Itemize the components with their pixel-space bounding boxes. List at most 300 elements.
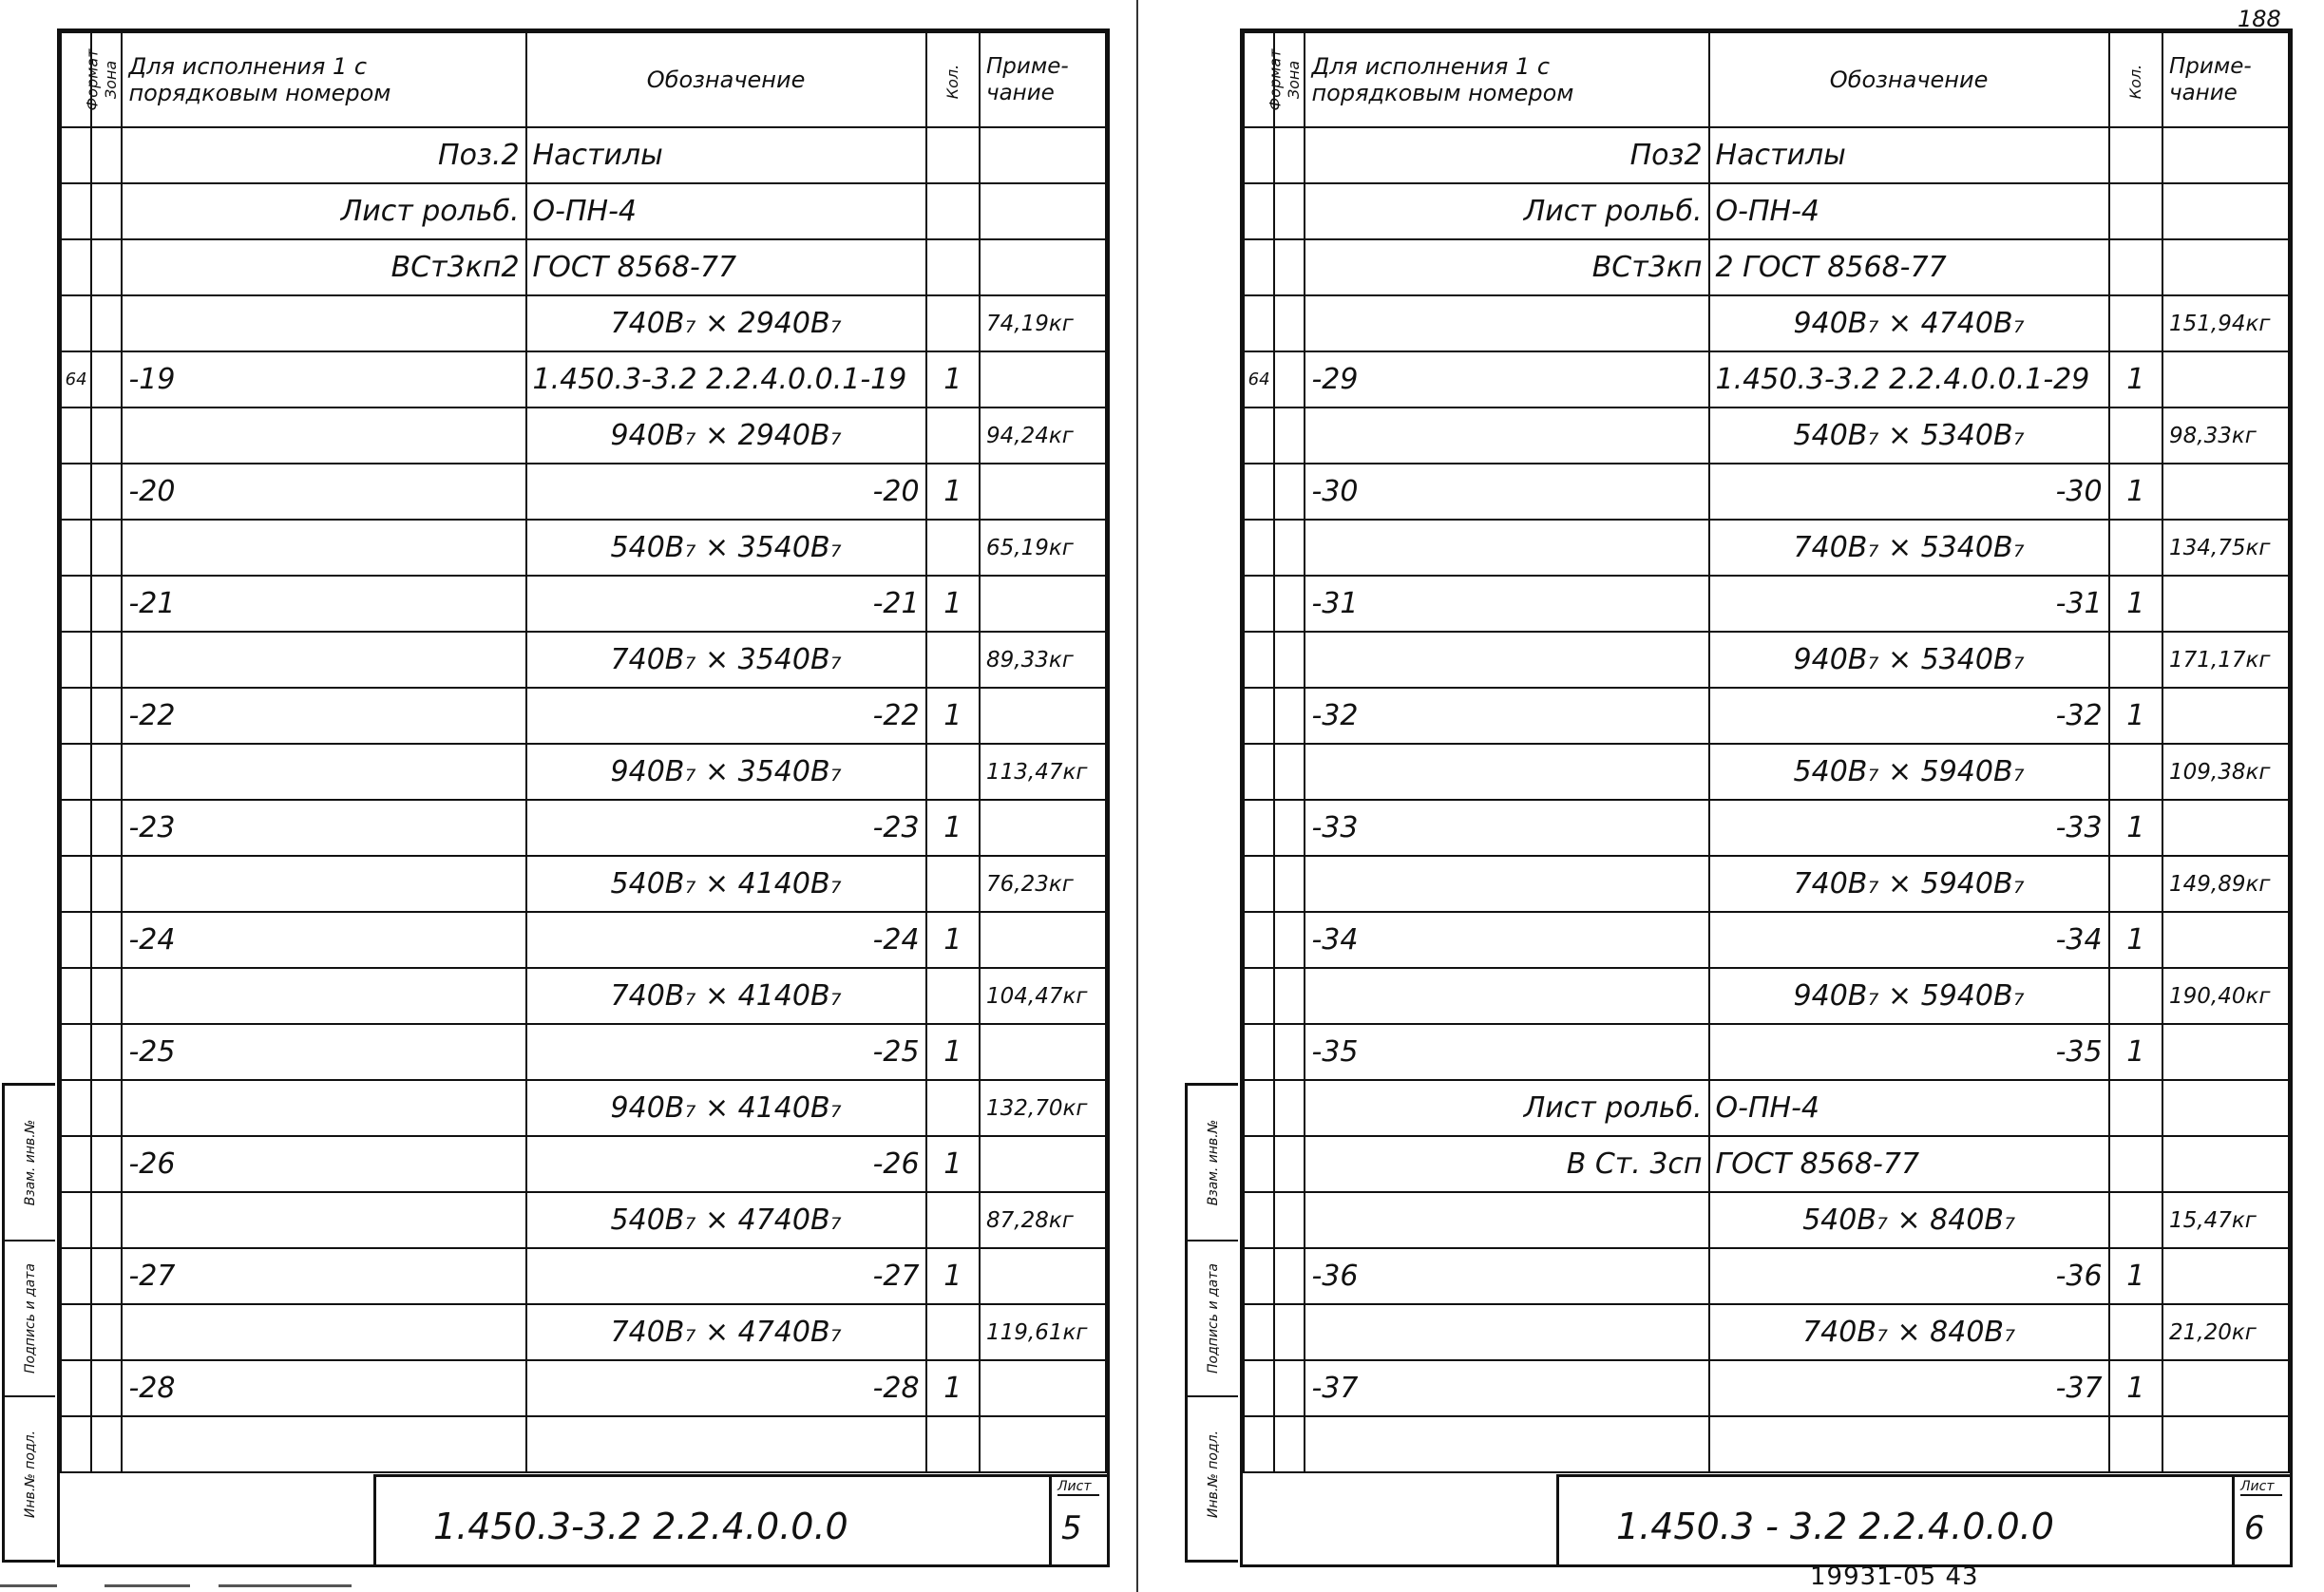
zone-cell xyxy=(1274,1192,1305,1248)
note-cell: 113,47кг xyxy=(980,744,1106,800)
qty-cell: 1 xyxy=(2109,576,2162,632)
format-cell xyxy=(1244,912,1274,968)
designation-cell: О-ПН-4 xyxy=(1709,1080,2109,1136)
qty-cell xyxy=(926,183,980,239)
zone-cell xyxy=(91,295,122,351)
exec-cell xyxy=(122,1192,525,1248)
qty-cell: 1 xyxy=(2109,1360,2162,1416)
sheet-label: Лист xyxy=(1057,1479,1099,1496)
note-cell: 132,70кг xyxy=(980,1080,1106,1136)
table-row xyxy=(1244,520,2289,576)
table-row xyxy=(61,688,1106,744)
designation-cell: -32 xyxy=(1709,688,2109,744)
note-cell xyxy=(980,1416,1106,1472)
note-cell xyxy=(980,1024,1106,1080)
table-row xyxy=(61,351,1106,407)
designation-cell: -36 xyxy=(1709,1248,2109,1304)
zone-cell xyxy=(91,1024,122,1080)
title-block-right xyxy=(1556,1474,2290,1564)
designation-cell: -33 xyxy=(1709,800,2109,856)
format-cell xyxy=(61,1192,91,1248)
designation-cell: -25 xyxy=(526,1024,926,1080)
format-cell xyxy=(61,576,91,632)
format-cell xyxy=(1244,688,1274,744)
designation-cell: 1.450.3-3.2 2.2.4.0.0.1-19 xyxy=(526,351,926,407)
format-cell xyxy=(1244,520,1274,576)
table-row xyxy=(1244,856,2289,912)
qty-cell xyxy=(2109,856,2162,912)
qty-cell xyxy=(2109,632,2162,688)
table-row xyxy=(1244,1360,2289,1416)
qty-cell xyxy=(2109,127,2162,183)
exec-cell: -32 xyxy=(1305,688,1708,744)
format-cell: 64 xyxy=(61,351,91,407)
exec-cell: -36 xyxy=(1305,1248,1708,1304)
table-row xyxy=(61,912,1106,968)
zone-cell xyxy=(1274,295,1305,351)
format-cell xyxy=(1244,1024,1274,1080)
qty-cell xyxy=(926,239,980,295)
scan-edge-mark xyxy=(105,1584,190,1587)
table-row xyxy=(1244,688,2289,744)
format-cell xyxy=(1244,239,1274,295)
designation-cell: 540В₇ × 5940В₇ xyxy=(1709,744,2109,800)
sidebar-label: Инв.№ подл. xyxy=(1205,1430,1221,1519)
table-row xyxy=(61,1192,1106,1248)
format-cell xyxy=(61,688,91,744)
table-row xyxy=(61,1360,1106,1416)
qty-cell xyxy=(2109,239,2162,295)
format-cell xyxy=(1244,1360,1274,1416)
qty-cell: 1 xyxy=(926,688,980,744)
exec-cell xyxy=(1305,1416,1708,1472)
qty-cell: 1 xyxy=(2109,464,2162,520)
qty-cell xyxy=(2109,1136,2162,1192)
zone-cell xyxy=(91,127,122,183)
designation-cell: 740В₇ × 5340В₇ xyxy=(1709,520,2109,576)
table-row xyxy=(61,239,1106,295)
format-cell xyxy=(61,1024,91,1080)
qty-cell xyxy=(926,632,980,688)
table-row xyxy=(1244,464,2289,520)
qty-cell xyxy=(2109,520,2162,576)
designation-cell: Настилы xyxy=(526,127,926,183)
note-cell: 109,38кг xyxy=(2162,744,2289,800)
spec-table-left xyxy=(60,31,1107,1473)
table-row xyxy=(1244,1024,2289,1080)
table-row xyxy=(1244,1248,2289,1304)
qty-cell: 1 xyxy=(926,1248,980,1304)
exec-cell xyxy=(1305,744,1708,800)
exec-cell: -24 xyxy=(122,912,525,968)
exec-cell xyxy=(122,856,525,912)
zone-cell xyxy=(1274,856,1305,912)
designation-cell: -20 xyxy=(526,464,926,520)
header-qty: Кол. xyxy=(2125,64,2144,99)
header-designation: Обозначение xyxy=(526,32,926,127)
note-cell: 104,47кг xyxy=(980,968,1106,1024)
table-row xyxy=(1244,183,2289,239)
designation-cell: 540В₇ × 3540В₇ xyxy=(526,520,926,576)
zone-cell xyxy=(91,800,122,856)
format-cell xyxy=(1244,183,1274,239)
exec-cell xyxy=(122,1304,525,1360)
note-cell xyxy=(980,1248,1106,1304)
note-cell xyxy=(2162,1416,2289,1472)
zone-cell xyxy=(1274,520,1305,576)
exec-cell xyxy=(122,968,525,1024)
note-cell: 134,75кг xyxy=(2162,520,2289,576)
zone-cell xyxy=(1274,968,1305,1024)
designation-cell: 540В₇ × 4740В₇ xyxy=(526,1192,926,1248)
table-row xyxy=(1244,800,2289,856)
format-cell xyxy=(61,632,91,688)
qty-cell: 1 xyxy=(926,351,980,407)
zone-cell xyxy=(1274,1416,1305,1472)
table-row xyxy=(61,1248,1106,1304)
qty-cell xyxy=(926,744,980,800)
format-cell xyxy=(1244,1304,1274,1360)
exec-cell xyxy=(1305,1304,1708,1360)
designation-cell: 940В₇ × 5340В₇ xyxy=(1709,632,2109,688)
format-cell xyxy=(61,968,91,1024)
designation-cell: 740В₇ × 5940В₇ xyxy=(1709,856,2109,912)
page-fold-line xyxy=(1136,0,1138,1592)
zone-cell xyxy=(1274,464,1305,520)
zone-cell xyxy=(91,407,122,464)
sheet-number-box xyxy=(2232,1477,2290,1564)
qty-cell xyxy=(2109,407,2162,464)
sidebar-label: Подпись и дата xyxy=(22,1263,38,1374)
sheet-number: 6 xyxy=(2244,1509,2265,1547)
note-cell xyxy=(2162,576,2289,632)
format-cell xyxy=(1244,464,1274,520)
exec-cell xyxy=(122,744,525,800)
sidebar-label: Взам. инв.№ xyxy=(1205,1119,1221,1206)
table-row xyxy=(1244,968,2289,1024)
designation-cell: -30 xyxy=(1709,464,2109,520)
exec-cell: -29 xyxy=(1305,351,1708,407)
zone-cell xyxy=(1274,407,1305,464)
table-row xyxy=(1244,744,2289,800)
exec-cell: Лист рольб. xyxy=(1305,183,1708,239)
format-cell xyxy=(61,1080,91,1136)
designation-cell: -24 xyxy=(526,912,926,968)
note-cell: 94,24кг xyxy=(980,407,1106,464)
format-cell xyxy=(1244,1080,1274,1136)
zone-cell xyxy=(91,912,122,968)
note-cell xyxy=(980,127,1106,183)
designation-cell: 740В₇ × 2940В₇ xyxy=(526,295,926,351)
format-cell xyxy=(61,800,91,856)
header-note: Приме- чание xyxy=(2162,32,2289,127)
zone-cell xyxy=(1274,688,1305,744)
header-note: Приме- чание xyxy=(980,32,1106,127)
designation-cell: -37 xyxy=(1709,1360,2109,1416)
note-cell xyxy=(2162,1080,2289,1136)
format-cell xyxy=(1244,1248,1274,1304)
note-cell xyxy=(980,239,1106,295)
note-cell xyxy=(980,1136,1106,1192)
exec-cell xyxy=(1305,632,1708,688)
designation-cell xyxy=(1709,1416,2109,1472)
table-row xyxy=(1244,127,2289,183)
designation-cell: 940В₇ × 2940В₇ xyxy=(526,407,926,464)
note-cell xyxy=(2162,351,2289,407)
format-cell xyxy=(61,856,91,912)
zone-cell xyxy=(91,856,122,912)
qty-cell xyxy=(926,1080,980,1136)
format-cell xyxy=(61,744,91,800)
note-cell: 15,47кг xyxy=(2162,1192,2289,1248)
designation-cell: -23 xyxy=(526,800,926,856)
qty-cell xyxy=(926,1192,980,1248)
qty-cell xyxy=(2109,295,2162,351)
designation-cell xyxy=(526,1416,926,1472)
note-cell xyxy=(2162,239,2289,295)
exec-cell: -25 xyxy=(122,1024,525,1080)
designation-cell: 940В₇ × 4140В₇ xyxy=(526,1080,926,1136)
page-corner-number: 188 xyxy=(2238,6,2281,32)
qty-cell: 1 xyxy=(2109,1024,2162,1080)
note-cell: 21,20кг xyxy=(2162,1304,2289,1360)
exec-cell: Поз2 xyxy=(1305,127,1708,183)
designation-cell: -22 xyxy=(526,688,926,744)
qty-cell: 1 xyxy=(926,912,980,968)
designation-cell: -35 xyxy=(1709,1024,2109,1080)
header-zone: Зона xyxy=(102,60,121,100)
format-cell xyxy=(1244,800,1274,856)
sheet-label: Лист xyxy=(2240,1479,2282,1496)
exec-cell: -26 xyxy=(122,1136,525,1192)
zone-cell xyxy=(1274,800,1305,856)
note-cell xyxy=(2162,183,2289,239)
qty-cell xyxy=(926,295,980,351)
header-format: Формат xyxy=(1266,48,1285,111)
qty-cell xyxy=(926,407,980,464)
zone-cell xyxy=(1274,744,1305,800)
exec-cell: -31 xyxy=(1305,576,1708,632)
designation-cell: -28 xyxy=(526,1360,926,1416)
exec-cell: В Ст. 3сп xyxy=(1305,1136,1708,1192)
zone-cell xyxy=(1274,1024,1305,1080)
exec-cell xyxy=(1305,856,1708,912)
table-row xyxy=(61,1304,1106,1360)
header-zone: Зона xyxy=(1285,60,1304,100)
table-row xyxy=(61,632,1106,688)
designation-cell: 940В₇ × 4740В₇ xyxy=(1709,295,2109,351)
zone-cell xyxy=(1274,127,1305,183)
qty-cell xyxy=(2109,1080,2162,1136)
table-row xyxy=(61,576,1106,632)
table-row xyxy=(61,520,1106,576)
sheet-number-box xyxy=(1049,1477,1107,1564)
note-cell xyxy=(980,464,1106,520)
format-cell xyxy=(1244,407,1274,464)
format-cell xyxy=(1244,632,1274,688)
zone-cell xyxy=(1274,912,1305,968)
zone-cell xyxy=(1274,1248,1305,1304)
designation-cell: 1.450.3-3.2 2.2.4.0.0.1-29 xyxy=(1709,351,2109,407)
archive-number: 19931-05 43 xyxy=(1810,1563,1979,1591)
note-cell xyxy=(980,1360,1106,1416)
zone-cell xyxy=(1274,351,1305,407)
zone-cell xyxy=(91,1192,122,1248)
exec-cell xyxy=(1305,968,1708,1024)
table-row xyxy=(61,1080,1106,1136)
zone-cell xyxy=(91,1304,122,1360)
note-cell xyxy=(980,912,1106,968)
note-cell xyxy=(2162,1136,2289,1192)
note-cell xyxy=(2162,912,2289,968)
qty-cell: 1 xyxy=(926,1360,980,1416)
format-cell xyxy=(1244,295,1274,351)
designation-cell: 740В₇ × 840В₇ xyxy=(1709,1304,2109,1360)
table-header xyxy=(61,32,1106,127)
sidebar-label: Подпись и дата xyxy=(1205,1263,1221,1374)
zone-cell xyxy=(91,183,122,239)
qty-cell xyxy=(926,968,980,1024)
table-row xyxy=(1244,407,2289,464)
title-block-left xyxy=(373,1474,1107,1564)
table-row xyxy=(61,127,1106,183)
format-cell xyxy=(61,127,91,183)
exec-cell: Лист рольб. xyxy=(1305,1080,1708,1136)
qty-cell: 1 xyxy=(2109,688,2162,744)
table-row xyxy=(61,856,1106,912)
table-row xyxy=(1244,632,2289,688)
zone-cell xyxy=(91,576,122,632)
exec-cell: -28 xyxy=(122,1360,525,1416)
qty-cell: 1 xyxy=(2109,1248,2162,1304)
format-cell xyxy=(1244,1192,1274,1248)
note-cell xyxy=(2162,1248,2289,1304)
designation-cell: О-ПН-4 xyxy=(526,183,926,239)
table-row xyxy=(61,968,1106,1024)
note-cell: 98,33кг xyxy=(2162,407,2289,464)
table-row xyxy=(1244,1136,2289,1192)
note-cell xyxy=(980,688,1106,744)
note-cell xyxy=(980,800,1106,856)
designation-cell: Настилы xyxy=(1709,127,2109,183)
doc-code: 1.450.3-3.2 2.2.4.0.0.0 xyxy=(433,1506,848,1547)
designation-cell: 540В₇ × 5340В₇ xyxy=(1709,407,2109,464)
designation-cell: -31 xyxy=(1709,576,2109,632)
qty-cell: 1 xyxy=(926,576,980,632)
designation-cell: 540В₇ × 4140В₇ xyxy=(526,856,926,912)
table-row xyxy=(1244,239,2289,295)
zone-cell xyxy=(1274,183,1305,239)
qty-cell xyxy=(2109,744,2162,800)
sheet-number: 5 xyxy=(1061,1509,1082,1547)
table-row xyxy=(1244,1192,2289,1248)
table-row xyxy=(61,800,1106,856)
table-row xyxy=(1244,912,2289,968)
table-row xyxy=(61,744,1106,800)
qty-cell xyxy=(2109,1192,2162,1248)
format-cell xyxy=(1244,968,1274,1024)
spec-table-right xyxy=(1243,31,2290,1473)
table-header xyxy=(1244,32,2289,127)
designation-cell: -21 xyxy=(526,576,926,632)
exec-cell: -22 xyxy=(122,688,525,744)
table-row xyxy=(61,1136,1106,1192)
header-designation: Обозначение xyxy=(1709,32,2109,127)
zone-cell xyxy=(1274,1360,1305,1416)
qty-cell: 1 xyxy=(2109,351,2162,407)
format-cell xyxy=(61,183,91,239)
header-for-exec: Для исполнения 1 с порядковым номером xyxy=(1305,32,1708,127)
zone-cell xyxy=(91,688,122,744)
exec-cell: -35 xyxy=(1305,1024,1708,1080)
table-row xyxy=(61,183,1106,239)
format-cell xyxy=(61,1248,91,1304)
designation-cell: 940В₇ × 3540В₇ xyxy=(526,744,926,800)
header-for-exec: Для исполнения 1 с порядковым номером xyxy=(122,32,525,127)
zone-cell xyxy=(1274,632,1305,688)
zone-cell xyxy=(1274,576,1305,632)
exec-cell: -27 xyxy=(122,1248,525,1304)
exec-cell xyxy=(1305,407,1708,464)
note-cell: 74,19кг xyxy=(980,295,1106,351)
note-cell xyxy=(2162,1360,2289,1416)
scan-edge-mark xyxy=(0,1584,57,1587)
exec-cell xyxy=(122,407,525,464)
zone-cell xyxy=(1274,239,1305,295)
note-cell: 65,19кг xyxy=(980,520,1106,576)
table-row xyxy=(1244,351,2289,407)
designation-cell: ГОСТ 8568-77 xyxy=(526,239,926,295)
qty-cell: 1 xyxy=(926,800,980,856)
approval-sidebar xyxy=(1185,1083,1238,1563)
designation-cell: 540В₇ × 840В₇ xyxy=(1709,1192,2109,1248)
designation-cell: -26 xyxy=(526,1136,926,1192)
qty-cell xyxy=(926,1416,980,1472)
qty-cell: 1 xyxy=(926,1136,980,1192)
format-cell xyxy=(1244,744,1274,800)
exec-cell xyxy=(122,295,525,351)
designation-cell: -27 xyxy=(526,1248,926,1304)
zone-cell xyxy=(91,1080,122,1136)
designation-cell: 740В₇ × 4140В₇ xyxy=(526,968,926,1024)
exec-cell: -23 xyxy=(122,800,525,856)
zone-cell xyxy=(1274,1304,1305,1360)
sidebar-label: Взам. инв.№ xyxy=(22,1119,38,1206)
zone-cell xyxy=(1274,1136,1305,1192)
zone-cell xyxy=(91,464,122,520)
note-cell xyxy=(2162,464,2289,520)
exec-cell: ВСт3кп2 xyxy=(122,239,525,295)
format-cell xyxy=(61,520,91,576)
exec-cell: Лист рольб. xyxy=(122,183,525,239)
exec-cell xyxy=(122,632,525,688)
header-qty: Кол. xyxy=(943,64,962,99)
note-cell xyxy=(2162,1024,2289,1080)
table-row xyxy=(1244,295,2289,351)
qty-cell: 1 xyxy=(926,1024,980,1080)
note-cell: 76,23кг xyxy=(980,856,1106,912)
exec-cell: Поз.2 xyxy=(122,127,525,183)
exec-cell xyxy=(1305,520,1708,576)
qty-cell: 1 xyxy=(2109,912,2162,968)
designation-cell: 940В₇ × 5940В₇ xyxy=(1709,968,2109,1024)
format-cell xyxy=(61,295,91,351)
table-row xyxy=(1244,1416,2289,1472)
zone-cell xyxy=(91,239,122,295)
exec-cell xyxy=(1305,1192,1708,1248)
zone-cell xyxy=(91,1248,122,1304)
zone-cell xyxy=(91,520,122,576)
